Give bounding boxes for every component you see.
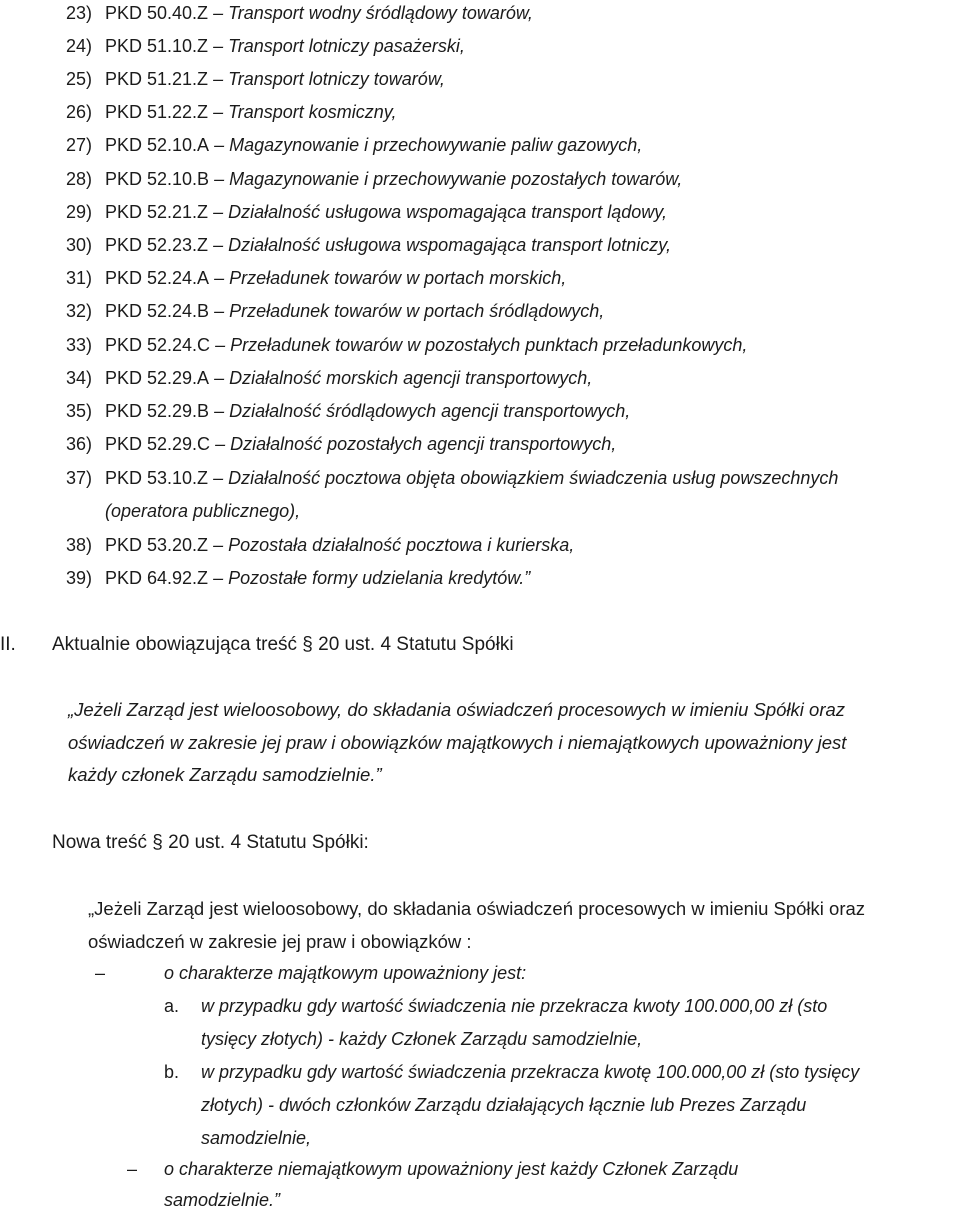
pkd-description: – Przeładunek towarów w portach śródlądowych, (209, 301, 605, 321)
pkd-description: – Transport lotniczy pasażerski, (208, 36, 465, 56)
pkd-description: – Magazynowanie i przechowywanie paliw gazowych, (209, 135, 643, 155)
sub-item-label: b. (164, 1062, 180, 1082)
sub-item-label: a. (164, 996, 180, 1016)
pkd-description: – Działalność morskich agencji transportowych, (209, 368, 593, 388)
section-heading: Aktualnie obowiązująca treść § 20 ust. 4 Statutu Spółki (52, 634, 514, 655)
pkd-code: PKD 51.10.Z (105, 36, 209, 56)
item-text (105, 467, 838, 489)
item-text (105, 101, 396, 123)
bullet-text: o charakterze majątkowym upoważniony jest: (164, 963, 527, 983)
item-number: 33) (66, 335, 93, 355)
dash-bullet: – (127, 1159, 138, 1179)
pkd-description: – Działalność usługowa wspomagająca transport lotniczy, (208, 235, 671, 255)
pkd-code: PKD 52.21.Z (105, 202, 209, 222)
pkd-code: PKD 51.21.Z (105, 69, 209, 89)
pkd-code: PKD 53.10.Z (105, 468, 209, 488)
pkd-code: PKD 51.22.Z (105, 102, 209, 122)
item-text (105, 433, 616, 455)
section-number: II. (0, 634, 16, 655)
pkd-description: – Transport wodny śródlądowy towarów, (208, 3, 533, 23)
pkd-description: – Transport lotniczy towarów, (208, 69, 445, 89)
sub-item-text: tysięcy złotych) - każdy Członek Zarządu samodzielnie, (201, 1029, 643, 1049)
item-text (105, 168, 682, 190)
item-number: 38) (66, 535, 93, 555)
pkd-description: – Działalność usługowa wspomagająca transport lądowy, (208, 202, 667, 222)
item-number: 37) (66, 468, 93, 488)
item-text (105, 267, 566, 289)
pkd-code: PKD 52.10.A (105, 135, 210, 155)
pkd-code: PKD 64.92.Z (105, 568, 209, 588)
pkd-description: – Pozostała działalność pocztowa i kurierska, (208, 535, 575, 555)
item-text (105, 534, 574, 556)
pkd-code: PKD 50.40.Z (105, 3, 209, 23)
item-number: 28) (66, 169, 93, 189)
pkd-description: – Działalność pocztowa objęta obowiązkiem świadczenia usług powszechnych (208, 468, 839, 488)
paragraph-line: „Jeżeli Zarząd jest wieloosobowy, do składania oświadczeń procesowych w imieniu Spółki oraz (88, 898, 866, 919)
new-text-heading: Nowa treść § 20 ust. 4 Statutu Spółki: (52, 832, 369, 853)
pkd-description: – Działalność pozostałych agencji transportowych, (210, 434, 617, 454)
pkd-code: PKD 52.10.B (105, 169, 210, 189)
item-number: 29) (66, 202, 93, 222)
item-number: 34) (66, 368, 93, 388)
item-text: (operatora publicznego), (105, 501, 301, 521)
item-number: 25) (66, 69, 93, 89)
pkd-code: PKD 53.20.Z (105, 535, 209, 555)
sub-item-text: złotych) - dwóch członków Zarządu działających łącznie lub Prezes Zarządu (201, 1095, 807, 1115)
item-text (105, 134, 642, 156)
bullet-text: samodzielnie.” (164, 1190, 281, 1210)
paragraph-line: „Jeżeli Zarząd jest wieloosobowy, do składania oświadczeń procesowych w imieniu Spółki oraz (68, 699, 846, 720)
pkd-description: – Pozostałe formy udzielania kredytów.” (208, 568, 531, 588)
pkd-description: – Magazynowanie i przechowywanie pozostałych towarów, (209, 169, 683, 189)
dash-bullet: – (95, 963, 106, 983)
bullet-text: o charakterze niemajątkowym upoważniony jest każdy Członek Zarządu (164, 1159, 739, 1179)
pkd-description: – Przeładunek towarów w portach morskich, (209, 268, 567, 288)
item-text (105, 367, 592, 389)
item-text (105, 300, 604, 322)
item-text (105, 234, 671, 256)
sub-item-text: samodzielnie, (201, 1128, 312, 1148)
item-number: 32) (66, 301, 93, 321)
item-number: 35) (66, 401, 93, 421)
pkd-code: PKD 52.23.Z (105, 235, 209, 255)
item-number: 24) (66, 36, 93, 56)
item-number: 27) (66, 135, 93, 155)
pkd-description: – Transport kosmiczny, (208, 102, 397, 122)
item-text (105, 201, 667, 223)
sub-item-text: w przypadku gdy wartość świadczenia nie przekracza kwoty 100.000,00 zł (sto (201, 996, 828, 1016)
item-number: 23) (66, 3, 93, 23)
pkd-code: PKD 52.24.C (105, 335, 211, 355)
item-text (105, 68, 445, 90)
item-number: 36) (66, 434, 93, 454)
item-text (105, 567, 530, 589)
item-number: 30) (66, 235, 93, 255)
pkd-description: – Działalność śródlądowych agencji transportowych, (209, 401, 631, 421)
pkd-code: PKD 52.29.B (105, 401, 210, 421)
paragraph-line: każdy członek Zarządu samodzielnie.” (68, 764, 382, 785)
item-text (105, 400, 630, 422)
sub-item-text: w przypadku gdy wartość świadczenia przekracza kwotę 100.000,00 zł (sto tysięcy (201, 1062, 860, 1082)
pkd-description: – Przeładunek towarów w pozostałych punktach przeładunkowych, (210, 335, 748, 355)
paragraph-line: oświadczeń w zakresie jej praw i obowiązków : (88, 931, 472, 952)
item-text (105, 334, 747, 356)
pkd-code: PKD 52.24.A (105, 268, 210, 288)
item-number: 39) (66, 568, 93, 588)
item-text (105, 2, 533, 24)
pkd-code: PKD 52.29.C (105, 434, 211, 454)
item-number: 31) (66, 268, 93, 288)
pkd-code: PKD 52.29.A (105, 368, 210, 388)
pkd-code: PKD 52.24.B (105, 301, 210, 321)
item-number: 26) (66, 102, 93, 122)
paragraph-line: oświadczeń w zakresie jej praw i obowiązków majątkowych i niemajątkowych upoważniony jest (68, 732, 847, 753)
item-text (105, 35, 465, 57)
